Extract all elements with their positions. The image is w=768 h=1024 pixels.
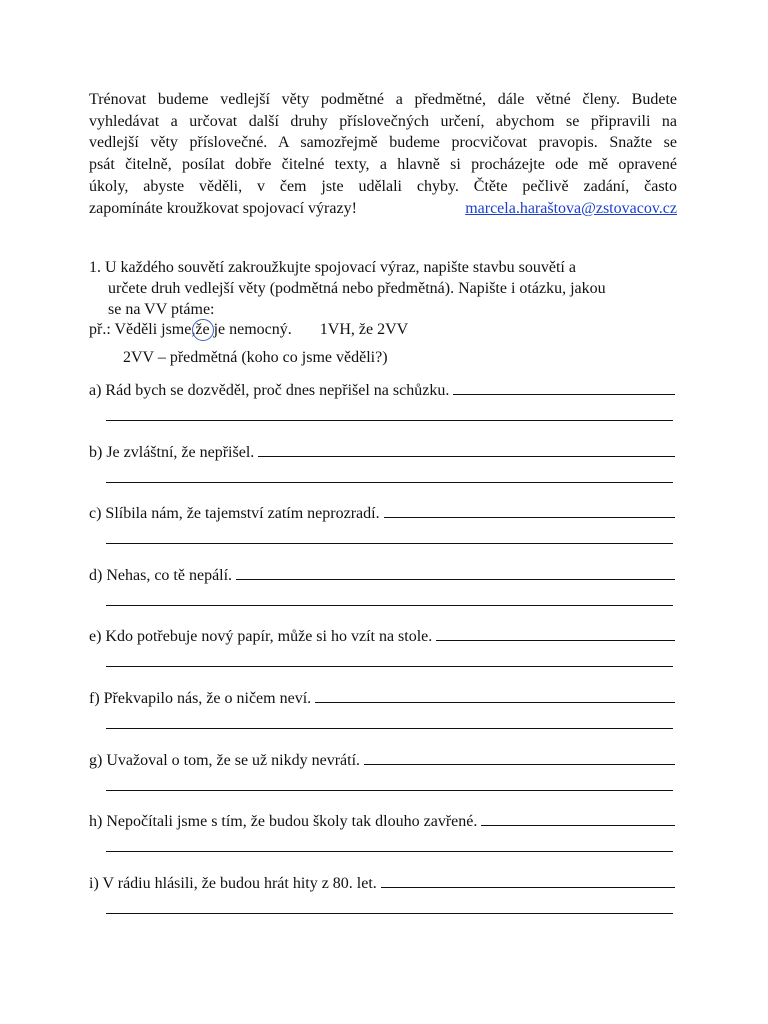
exercise-sentence: b) Je zvláštní, že nepřišel. <box>89 443 255 461</box>
exercise-item <box>89 811 679 831</box>
exercise-sentence: a) Rád bych se dozvěděl, proč dnes nepřišel na schůzku. <box>89 382 450 399</box>
task-instructions <box>89 257 689 320</box>
answer-line[interactable] <box>106 420 673 421</box>
intro-line: Trénovat budeme vedlejší věty podmětné a předmětné, dále větné členy. Budete <box>89 91 677 108</box>
answer-line[interactable] <box>106 482 673 483</box>
answer-blank[interactable] <box>384 503 675 518</box>
task-line: se na VV ptáme: <box>108 301 215 318</box>
exercise-item <box>89 380 679 400</box>
answer-line[interactable] <box>106 605 673 606</box>
exercise-item <box>89 873 679 893</box>
example-structure: 1VH, že 2VV <box>319 321 409 338</box>
answer-blank[interactable] <box>381 873 675 888</box>
intro-line: psát čitelně, posílat dobře čitelné texty, a hlavně si procházejte ode mě opravené <box>89 156 677 174</box>
exercise-sentence: e) Kdo potřebuje nový papír, může si ho vzít na stole. <box>89 628 433 646</box>
answer-line[interactable] <box>106 666 673 667</box>
intro-last-line <box>89 198 677 220</box>
email-link[interactable]: marcela.haraštova@zstovacov.cz <box>465 199 677 217</box>
answer-blank[interactable] <box>481 811 675 826</box>
exercise-item <box>89 503 679 523</box>
exercise-item <box>89 626 679 646</box>
exercise-sentence: h) Nepočítali jsme s tím, že budou školy tak dlouho zavřené. <box>89 813 478 831</box>
intro-line: vedlejší věty příslovečné. A samozřejmě budeme procvičovat pravopis. Snažte se <box>89 134 677 152</box>
intro-line: zapomínáte kroužkovat spojovací výrazy! <box>89 199 357 217</box>
exercise-item <box>89 442 679 462</box>
intro-paragraph <box>89 89 677 219</box>
answer-blank[interactable] <box>364 750 675 765</box>
example-rest: je nemocný. <box>213 321 292 338</box>
exercise-sentence: d) Nehas, co tě nepálí. <box>89 566 233 584</box>
answer-line[interactable] <box>106 851 673 852</box>
exercise-item <box>89 565 679 585</box>
answer-line[interactable] <box>106 913 673 914</box>
intro-line: úkoly, abyste věděli, v čem jste udělali chyby. Čtěte pečlivě zadání, často <box>89 177 677 195</box>
exercise-sentence: i) V rádiu hlásili, že budou hrát hity z 80. let. <box>89 874 377 892</box>
task-line: 1. U každého souvětí zakroužkujte spojovací výraz, napište stavbu souvětí a <box>89 259 576 276</box>
answer-blank[interactable] <box>453 380 675 395</box>
answer-blank[interactable] <box>315 688 675 703</box>
intro-line: vyhledávat a určovat další druhy příslovečných určení, abychom se připravili na <box>89 112 677 130</box>
answer-blank[interactable] <box>436 626 675 641</box>
answer-line[interactable] <box>106 543 673 544</box>
answer-blank[interactable] <box>236 565 675 580</box>
circled-conjunction: že <box>195 321 210 338</box>
exercise-sentence: f) Překvapilo nás, že o ničem neví. <box>89 690 312 707</box>
task-line: určete druh vedlejší věty (podmětná nebo předmětná). Napište i otázku, jakou <box>108 280 606 297</box>
example-prefix: př.: Věděli jsme, <box>89 321 196 338</box>
exercise-sentence: g) Uvažoval o tom, že se už nikdy nevrátí. <box>89 751 361 769</box>
answer-line[interactable] <box>106 728 673 729</box>
answer-line[interactable] <box>106 790 673 791</box>
exercise-item <box>89 750 679 770</box>
example-line <box>89 320 408 340</box>
answer-blank[interactable] <box>258 442 675 457</box>
example-answer: 2VV – předmětná (koho co jsme věděli?) <box>123 349 388 366</box>
exercise-item <box>89 688 679 708</box>
exercise-sentence: c) Slíbila nám, že tajemství zatím neprozradí. <box>89 505 380 523</box>
